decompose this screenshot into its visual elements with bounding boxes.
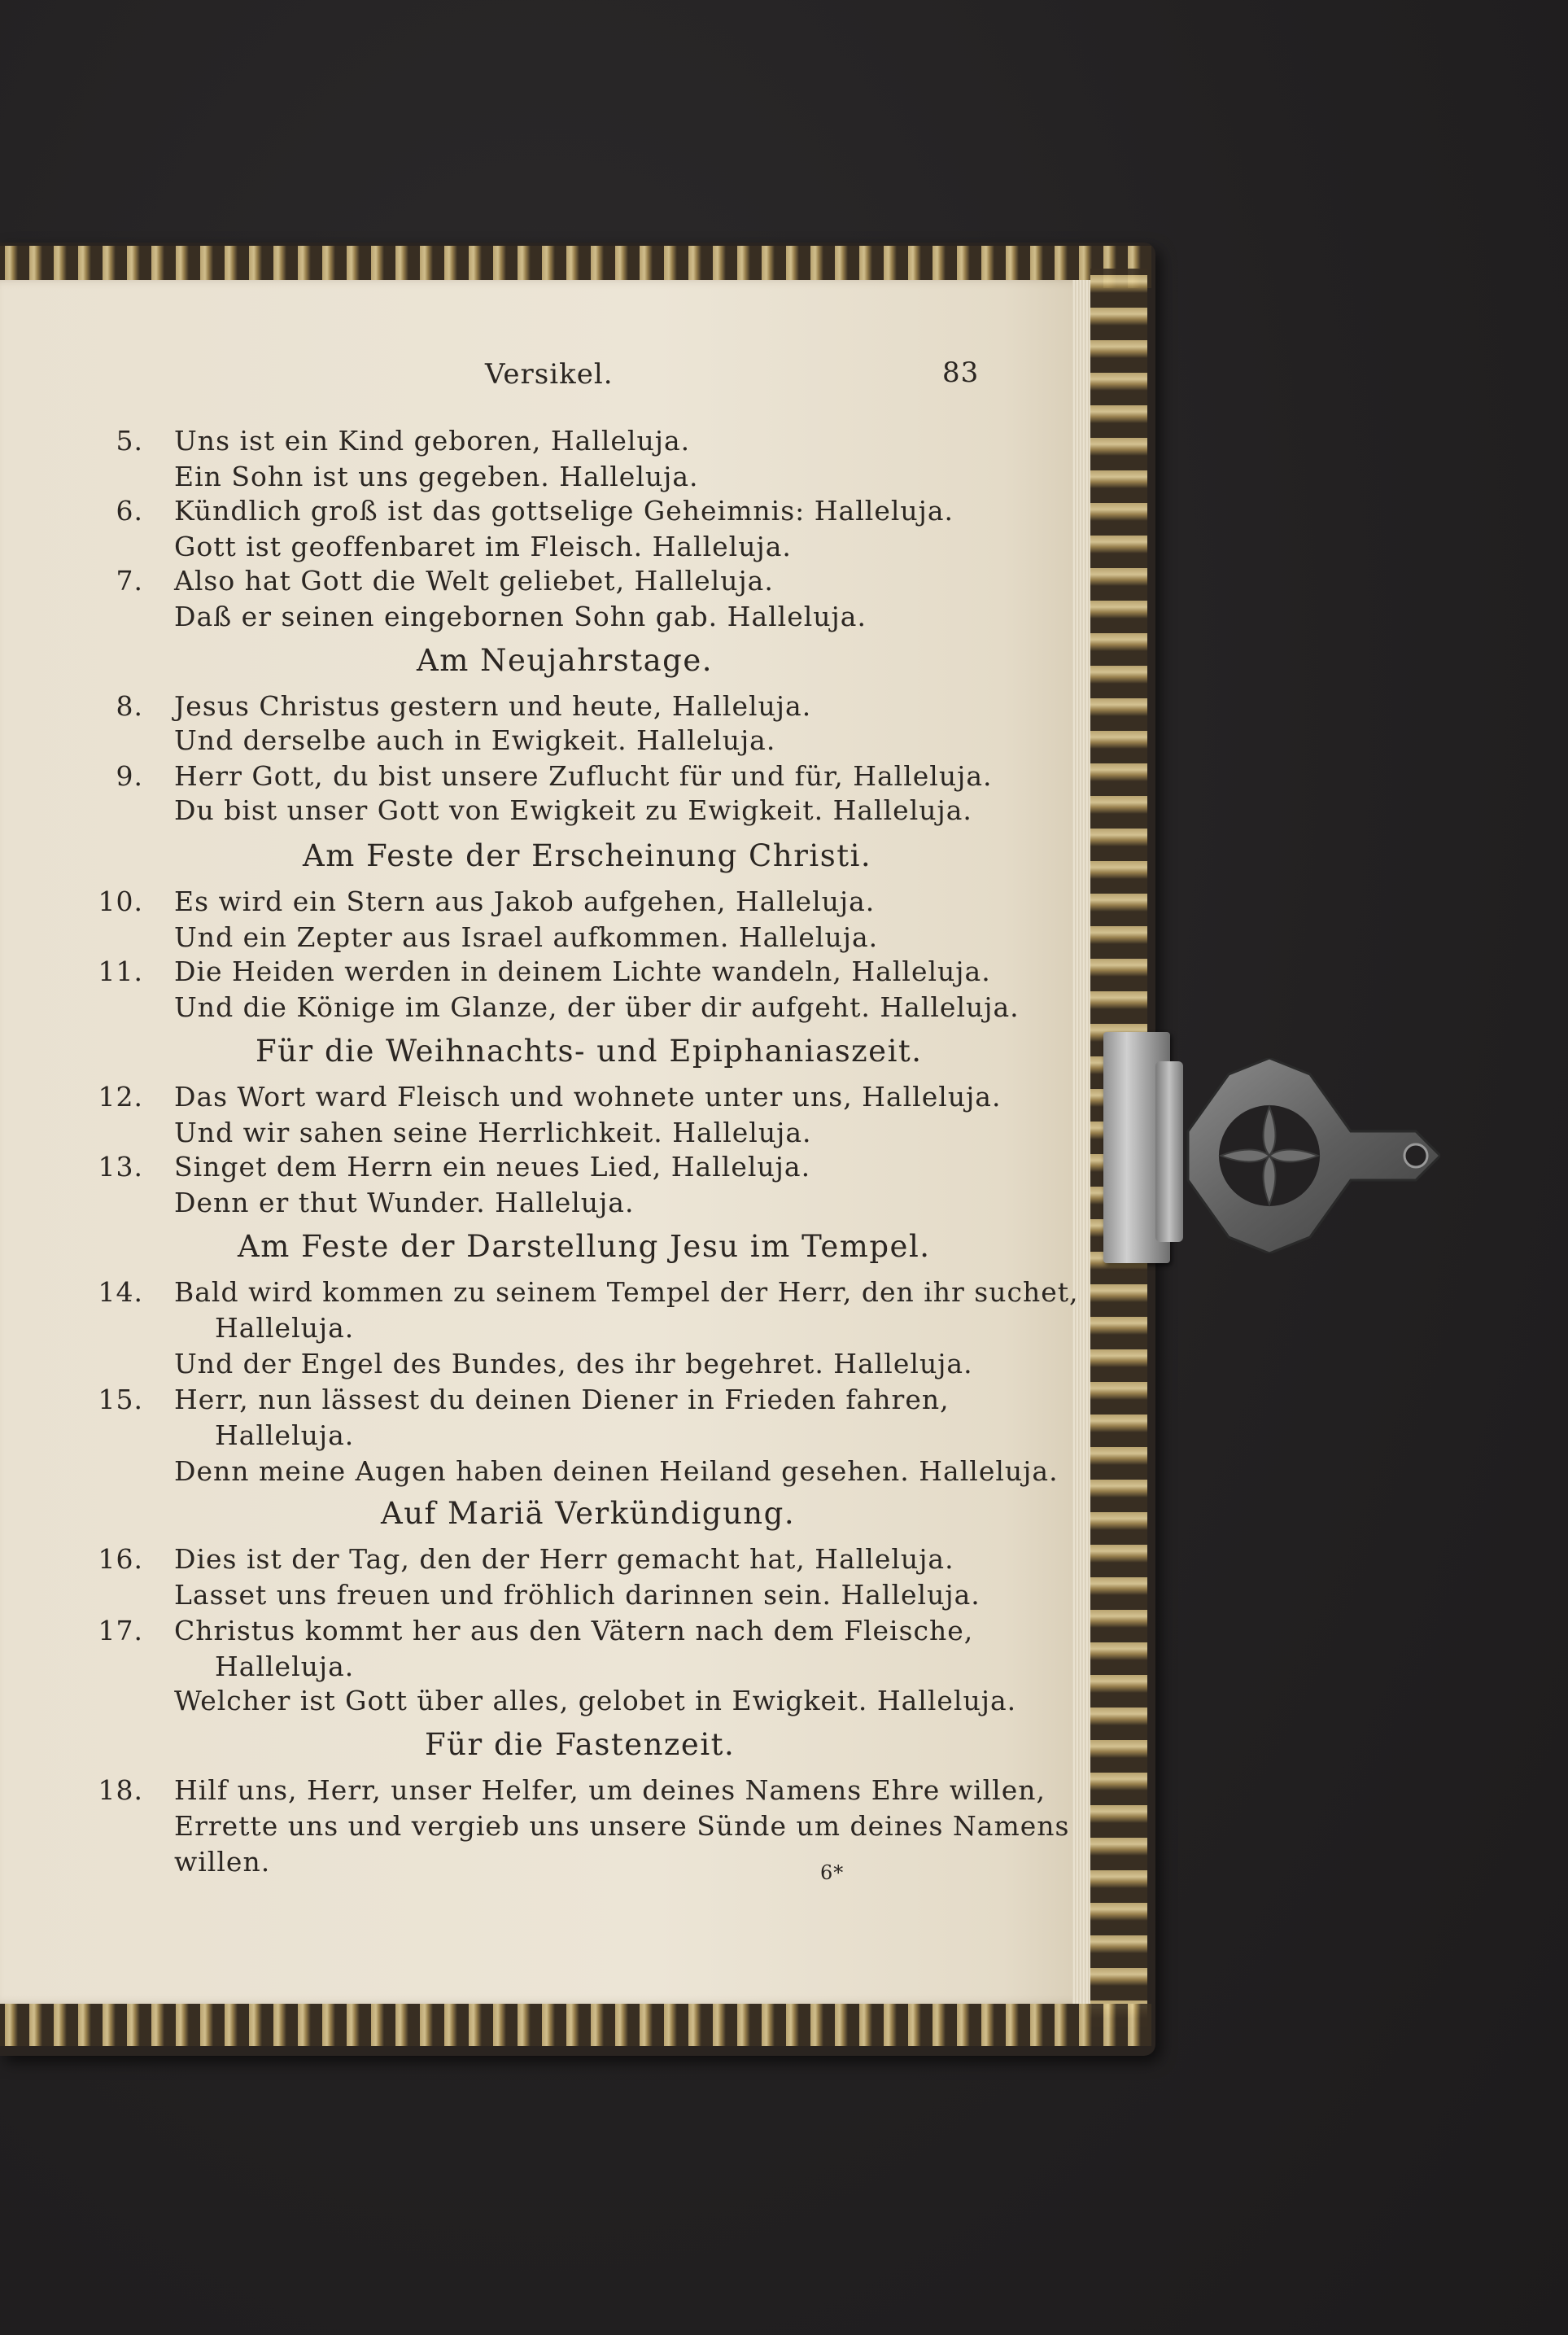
clasp-icon[interactable] [1172,1058,1440,1253]
verse-line: Singet dem Herrn ein neues Lied, Halleluja. [174,1151,811,1183]
verse-number: 8. [116,690,143,722]
verse-line: Jesus Christus gestern und heute, Halleluja. [174,690,812,722]
verse-line: Uns ist ein Kind geboren, Halleluja. [174,425,691,457]
response-line: Und ein Zepter aus Israel aufkommen. Halleluja. [174,921,879,953]
verse-line: Die Heiden werden in deinem Lichte wandeln, Halleluja. [174,955,991,987]
section-heading: Am Neujahrstage. [417,643,713,678]
response-line: Denn er thut Wunder. Halleluja. [174,1187,635,1218]
verse-line: Herr, nun lässest du deinen Diener in Frieden fahren, [174,1384,950,1415]
verse-number: 9. [116,760,143,792]
running-header: Versikel. [485,358,614,391]
verse-number: 14. [98,1276,143,1308]
section-heading: Für die Fastenzeit. [425,1727,736,1762]
gilt-border-bottom [0,2004,1151,2046]
verse-number: 10. [98,885,143,917]
response-line: Welcher ist Gott über alles, gelobet in Ewigkeit. Halleluja. [174,1685,1017,1716]
section-heading: Für die Weihnachts- und Epiphaniaszeit. [256,1034,923,1069]
response-line: Ein Sohn ist uns gegeben. Halleluja. [174,461,699,492]
verse-line: Das Wort ward Fleisch und wohnete unter uns, Halleluja. [174,1081,1002,1113]
response-line: Und derselbe auch in Ewigkeit. Halleluja. [174,724,776,756]
response-line: willen. [174,1846,271,1878]
page-number: 83 [942,356,980,389]
response-line: Errette uns und vergieb uns unsere Sünde um deines Namens [174,1810,1070,1842]
verse-number: 7. [116,565,143,597]
response-line: Und die Könige im Glanze, der über dir aufgeht. Halleluja. [174,991,1020,1023]
verse-line: Also hat Gott die Welt geliebet, Halleluja. [174,565,774,597]
response-line: Denn meine Augen haben deinen Heiland gesehen. Halleluja. [174,1455,1059,1487]
response-line: Du bist unser Gott von Ewigkeit zu Ewigkeit. Halleluja. [174,794,972,826]
response-line: Halleluja. [215,1312,355,1344]
verse-number: 16. [98,1543,143,1575]
verse-line: Dies ist der Tag, den der Herr gemacht hat, Halleluja. [174,1543,954,1575]
response-line: Lasset uns freuen und fröhlich darinnen sein. Halleluja. [174,1579,981,1611]
verse-number: 6. [116,495,143,527]
page-edges [1072,280,1090,2004]
verse-number: 11. [98,955,143,987]
verse-line: Bald wird kommen zu seinem Tempel der Herr, den ihr suchet, [174,1276,1079,1308]
verse-number: 18. [98,1774,143,1806]
response-line: Und der Engel des Bundes, des ihr begehret. Halleluja. [174,1348,973,1380]
verse-number: 15. [98,1384,143,1415]
verse-number: 5. [116,425,143,457]
response-line: Halleluja. [215,1651,355,1682]
verse-line: Christus kommt her aus den Vätern nach dem Fleische, [174,1615,974,1646]
section-heading: Am Feste der Erscheinung Christi. [303,838,872,873]
verse-number: 17. [98,1615,143,1646]
verse-line: Hilf uns, Herr, unser Helfer, um deines Namens Ehre willen, [174,1774,1046,1806]
response-line: Daß er seinen eingebornen Sohn gab. Halleluja. [174,601,867,632]
verse-number: 13. [98,1151,143,1183]
verse-line: Es wird ein Stern aus Jakob aufgehen, Halleluja. [174,885,876,917]
verse-line: Herr Gott, du bist unsere Zuflucht für und für, Halleluja. [174,760,993,792]
signature-mark: 6* [820,1861,845,1884]
verse-line: Kündlich groß ist das gottselige Geheimnis: Halleluja. [174,495,954,527]
section-heading: Am Feste der Darstellung Jesu im Tempel. [238,1229,931,1264]
response-line: Und wir sahen seine Herrlichkeit. Halleluja. [174,1117,812,1148]
response-line: Halleluja. [215,1419,355,1451]
verse-number: 12. [98,1081,143,1113]
response-line: Gott ist geoffenbaret im Fleisch. Halleluja. [174,531,792,562]
section-heading: Auf Mariä Verkündigung. [381,1496,796,1531]
